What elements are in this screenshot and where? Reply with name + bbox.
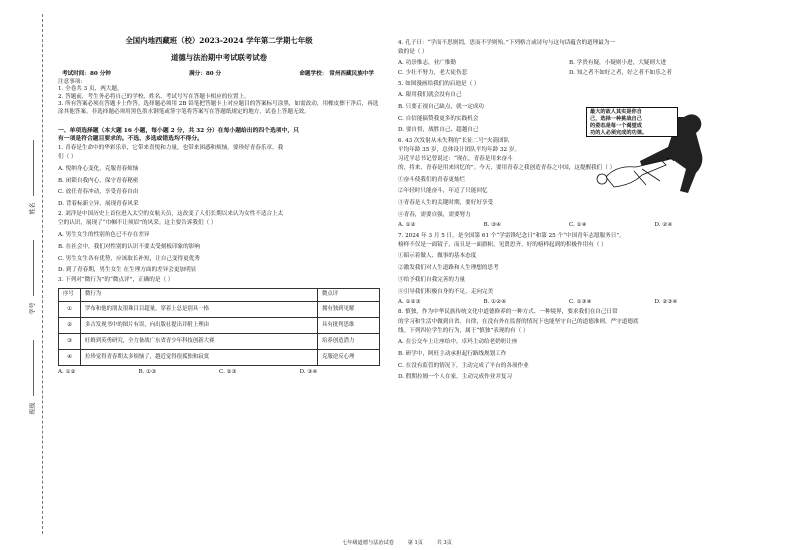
q3-option-a: A. ①② [58,369,76,375]
question-2 [58,211,380,275]
q1-option-c: C. 放任青春冲动，享受青春自由 [58,189,139,196]
q3-option-b: B. ①③ [138,369,157,375]
row-act: 旺姆到英勇研究，全力备战广东省青少年科技创新大赛 [81,334,318,350]
row-act: 拉珍觉得青春期太多烦恼了，越近觉得很孤独和寂寞 [81,350,318,366]
q7-option-b: B. ①②④ [483,299,507,306]
q7-item: ②激发我们对人生道路和人生理想的思考 [398,265,499,272]
q6-stem-line2: 平均年龄 35 岁，总体设计团队平均年龄 32 岁。 [398,146,521,153]
exam-time: 考试时间：80 分钟 [62,71,111,77]
q7-option-d: D. ②③④ [654,299,678,306]
q7-item: ③给予我们自我完善的力量 [398,276,466,283]
q4-stem-line2: 致的是（ ） [398,49,428,56]
cartoon-caption-line: 功的人必须完成的功课。 [590,130,648,136]
page-footer [0,539,794,546]
question-7 [398,233,740,307]
q4-stem-line1: 4. 孔子曰：“学而不思则罔，思而不学则殆。”下列格言或诗句与这句话蕴含的道理最为一 [398,40,616,46]
notice-heading: 注意事项： [58,78,86,85]
q2-option-a: A. 男生女生的性别角色已不存在差异 [58,232,150,239]
question-8 [398,309,740,382]
binding-margin [0,0,55,550]
q5-stem: 5. 如图漫画给我们的启迪是（ ） [398,80,480,87]
q4-options-row2 [398,70,740,78]
q2-option-b: B. 在社会中，我们对性别的认识不要太受刻板印象的影响 [58,243,200,250]
q6-item: ①奋斗使我们的青春更灿烂 [398,176,466,183]
row-num: ① [59,302,81,318]
q7-option-c: C. ①③④ [569,299,592,306]
q7-stem-line1: 7. 2024 年 3 月 5 日，是全国第 61 个“学雷锋纪念日”和第 25 个“中国青年志愿服务日”。 [398,232,625,239]
q3-table [58,288,380,366]
row-comment: 拥有独到见解 [318,302,380,318]
section1-heading-line1: 一、单项选择题（本大题 16 小题，每小题 2 分，共 32 分）在每小题给出的四个选项中，只 [58,127,299,134]
left-column [58,0,380,377]
table-row [59,318,380,334]
table-row [59,350,380,366]
footer-subject: 七年级道德与法治试卷 [342,540,394,546]
q6-option-c: C. ①④ [569,222,587,229]
q6-stem-line3: 习近平总书记曾说过：“现在，青春是用来奋斗 [398,155,513,162]
q4-option-a: A. 功崇惟志，业广惟勤 [398,59,456,66]
q1-option-d: D. 背着标新立异，展现青春风采 [58,201,139,208]
margin-id-label: 学号 [29,302,37,315]
q7-option-a: A. ①②③ [398,299,421,306]
exam-title-line2: 道德与法治期中考试联考试卷 [170,53,268,62]
q5-cartoon [586,107,728,195]
q3-stem: 3. 下列对“微行为”的“微点评”，正确的是（ ） [58,277,174,284]
table-header-num: 序号 [59,289,81,302]
notice-item: 2. 答题前，考生务必将自己的学校、姓名、考试号写在答题卡相应的位置上。 [58,93,250,100]
q6-option-d: D. ②④ [654,222,673,229]
notice-item: 1. 全卷共 3 页，两大题。 [58,86,123,93]
q7-stem-line2: 榜样不仅是一面镜子，而且是一面旗帜，见贤思齐，好的榜样起到的积极作用有（ ） [398,241,607,248]
q3-option-d: D. ③④ [299,369,318,375]
q8-stem-line1: 8. 慎独，作为中华民族传统文化中道德修养的一种方式、一种境界，要求我们在自己日常 [398,309,618,316]
q6-stem-line1: 6. 43 次发射从未失利的“长征二号”火箭团队 [398,137,510,144]
q7-options [398,299,740,307]
q5-option-c: C. 自信能搞赞我更多的实践机会 [398,115,479,122]
q3-option-c: C. ②③ [219,369,237,375]
row-comment: 培养创造潜力 [318,334,380,350]
q2-option-c: C. 男生女生各有优势，应该取长补短，让自己变得更优秀 [58,255,200,262]
q6-option-b: B. ③④ [483,222,502,229]
cartoon-caption [586,107,678,137]
section1-heading [58,127,380,143]
q1-stem-line1: 1. 青春是生命中的华彩乐章，它带来喜悦和力量，也带来困惑和烦恼。要珍好青春乐章，我 [58,145,284,152]
q1-stem-line2: 们（ ） [58,154,77,161]
table-row [59,302,380,318]
q5-option-b: B. 只要正视自己缺点，就一定成功 [398,103,484,110]
table-header-row [59,289,380,302]
setter-school: 命题学校： 常州西藏民族中学 [299,71,374,77]
q2-stem-line1: 2. 刘洋是中国历史上首位进入太空的女航天员，这改变了人们长期以来认为女性不适合上太 [58,211,284,218]
margin-class-line [33,340,34,396]
q8-option-d: D. 假期拉姆一个人在家，主动完成作业并复习 [398,374,513,381]
q6-option-a: A. ①② [398,222,416,229]
cartoon-caption-line: 的姿态是每一个渴望成 [590,123,642,129]
row-num: ② [59,318,81,334]
section1-heading-line2: 有一项是符合题目要求的。不选、多选或错选均不得分。 [58,135,203,142]
notice [58,79,380,117]
exam-title-line1: 全国内地西藏班（校）2023-2024 学年第二学期七年级 [125,36,313,45]
full-score: 满分：80 分 [189,71,222,77]
cartoon-caption-line: 己，选择一种挑战自己 [590,116,642,122]
q7-item: ①昭示着做人、做事的基本态度 [398,253,477,260]
q4-option-d: D. 知之者不如好之者，好之者不如乐之者 [569,70,672,77]
q4-options-row1 [398,60,740,68]
exam-meta [58,71,380,79]
q5-option-a: A. 限用我们就会没有自己 [398,92,462,99]
q6-item: ③青春是人生的关键时期，要好好享受 [398,200,494,207]
q2-option-d: D. 到了青春期，男生女生 在生理方面的差异会更加明显 [58,267,197,274]
row-num: ③ [59,334,81,350]
q8-stem-line3: 线。下列四位学生的行为，属于“慎独”表现的有（ ） [398,327,529,334]
q6-item: ④青春，需要自强，需要努力 [398,211,471,218]
table-header-comment: 微点评 [318,289,380,302]
q4-option-c: C. 少壮不努力，老大徒伤悲 [398,70,468,77]
table-header-act: 微行为 [81,289,318,302]
cartoon-caption-line: 最大的故人其实是你自 [590,109,642,115]
row-comment: 具有批判思维 [318,318,380,334]
row-comment: 克服逆反心理 [318,350,380,366]
footer-page: 第 1页 [407,540,423,546]
q3-options [58,369,380,377]
question-1 [58,145,380,209]
row-act: 罗布和他的朋友很珠目目超量，穿着上总是别具一格 [81,302,318,318]
q8-stem-line2: 的学习和生活中做到自省、自律，在没有外在监督的情况下也能坚守自己的道德准则，严守道德底 [398,318,639,325]
q5-option-d: D. 要自督，战胜自己、超越自己 [398,127,479,134]
q1-option-b: B. 闭锁自我内心，保守青春秘密 [58,177,139,184]
footer-total: 共 3页 [436,540,452,546]
q2-stem-line2: 空的认识，展现了“巾帼不让须眉”的风采。这主要告诉我们（ ） [58,220,217,227]
notice-item: 3. 所有答案必须在答题卡上作答。选择题必须用 2B 铅笔把答题卡上对应题目的答案标号涂黑，如需改动，用橡皮擦干净后，再选涂其他答案。非选择题必须用黑色墨水钢笔或签字笔将答案写在答题纸规定的地方，试卷上答题无效。 [58,101,379,115]
margin-class-label: 班级 [29,402,37,415]
q1-option-a: A. 悦纳身心变化，克服青春烦恼 [58,166,139,173]
row-num: ④ [59,350,81,366]
q7-item: ④引导我们积极自身的不足，走向完美 [398,288,494,295]
margin-name-line [33,140,34,196]
margin-id-line [33,240,34,296]
q6-options [398,222,740,230]
q6-item: ②年轻时只能奋斗，年迈了只能回忆 [398,188,488,195]
table-row [59,334,380,350]
margin-name-label: 姓名 [29,202,37,215]
q4-option-b: B. 学贵有疑，小疑则小进，大疑则大进 [569,59,667,66]
q8-option-a: A. 在公交车上让座给中，卓玛主动给老奶奶让座 [398,339,518,346]
question-4 [398,40,740,78]
question-3 [58,277,380,376]
q6-stem-line4: 的，将来，青春是用来回忆的”。今天，要用青春之我创造青春之中国，这提醒我们（ ） [398,165,616,172]
row-act: 多吉发现书中的图片有误，向出版社提出并附上理由 [81,318,318,334]
q8-option-c: C. 在没有监管的情况下，主动完成了平台的各项作业 [398,362,529,369]
q8-option-b: B. 研学中，阿旺主动承担起行路线规划工作 [398,351,507,358]
binding-dash-line [42,14,43,534]
